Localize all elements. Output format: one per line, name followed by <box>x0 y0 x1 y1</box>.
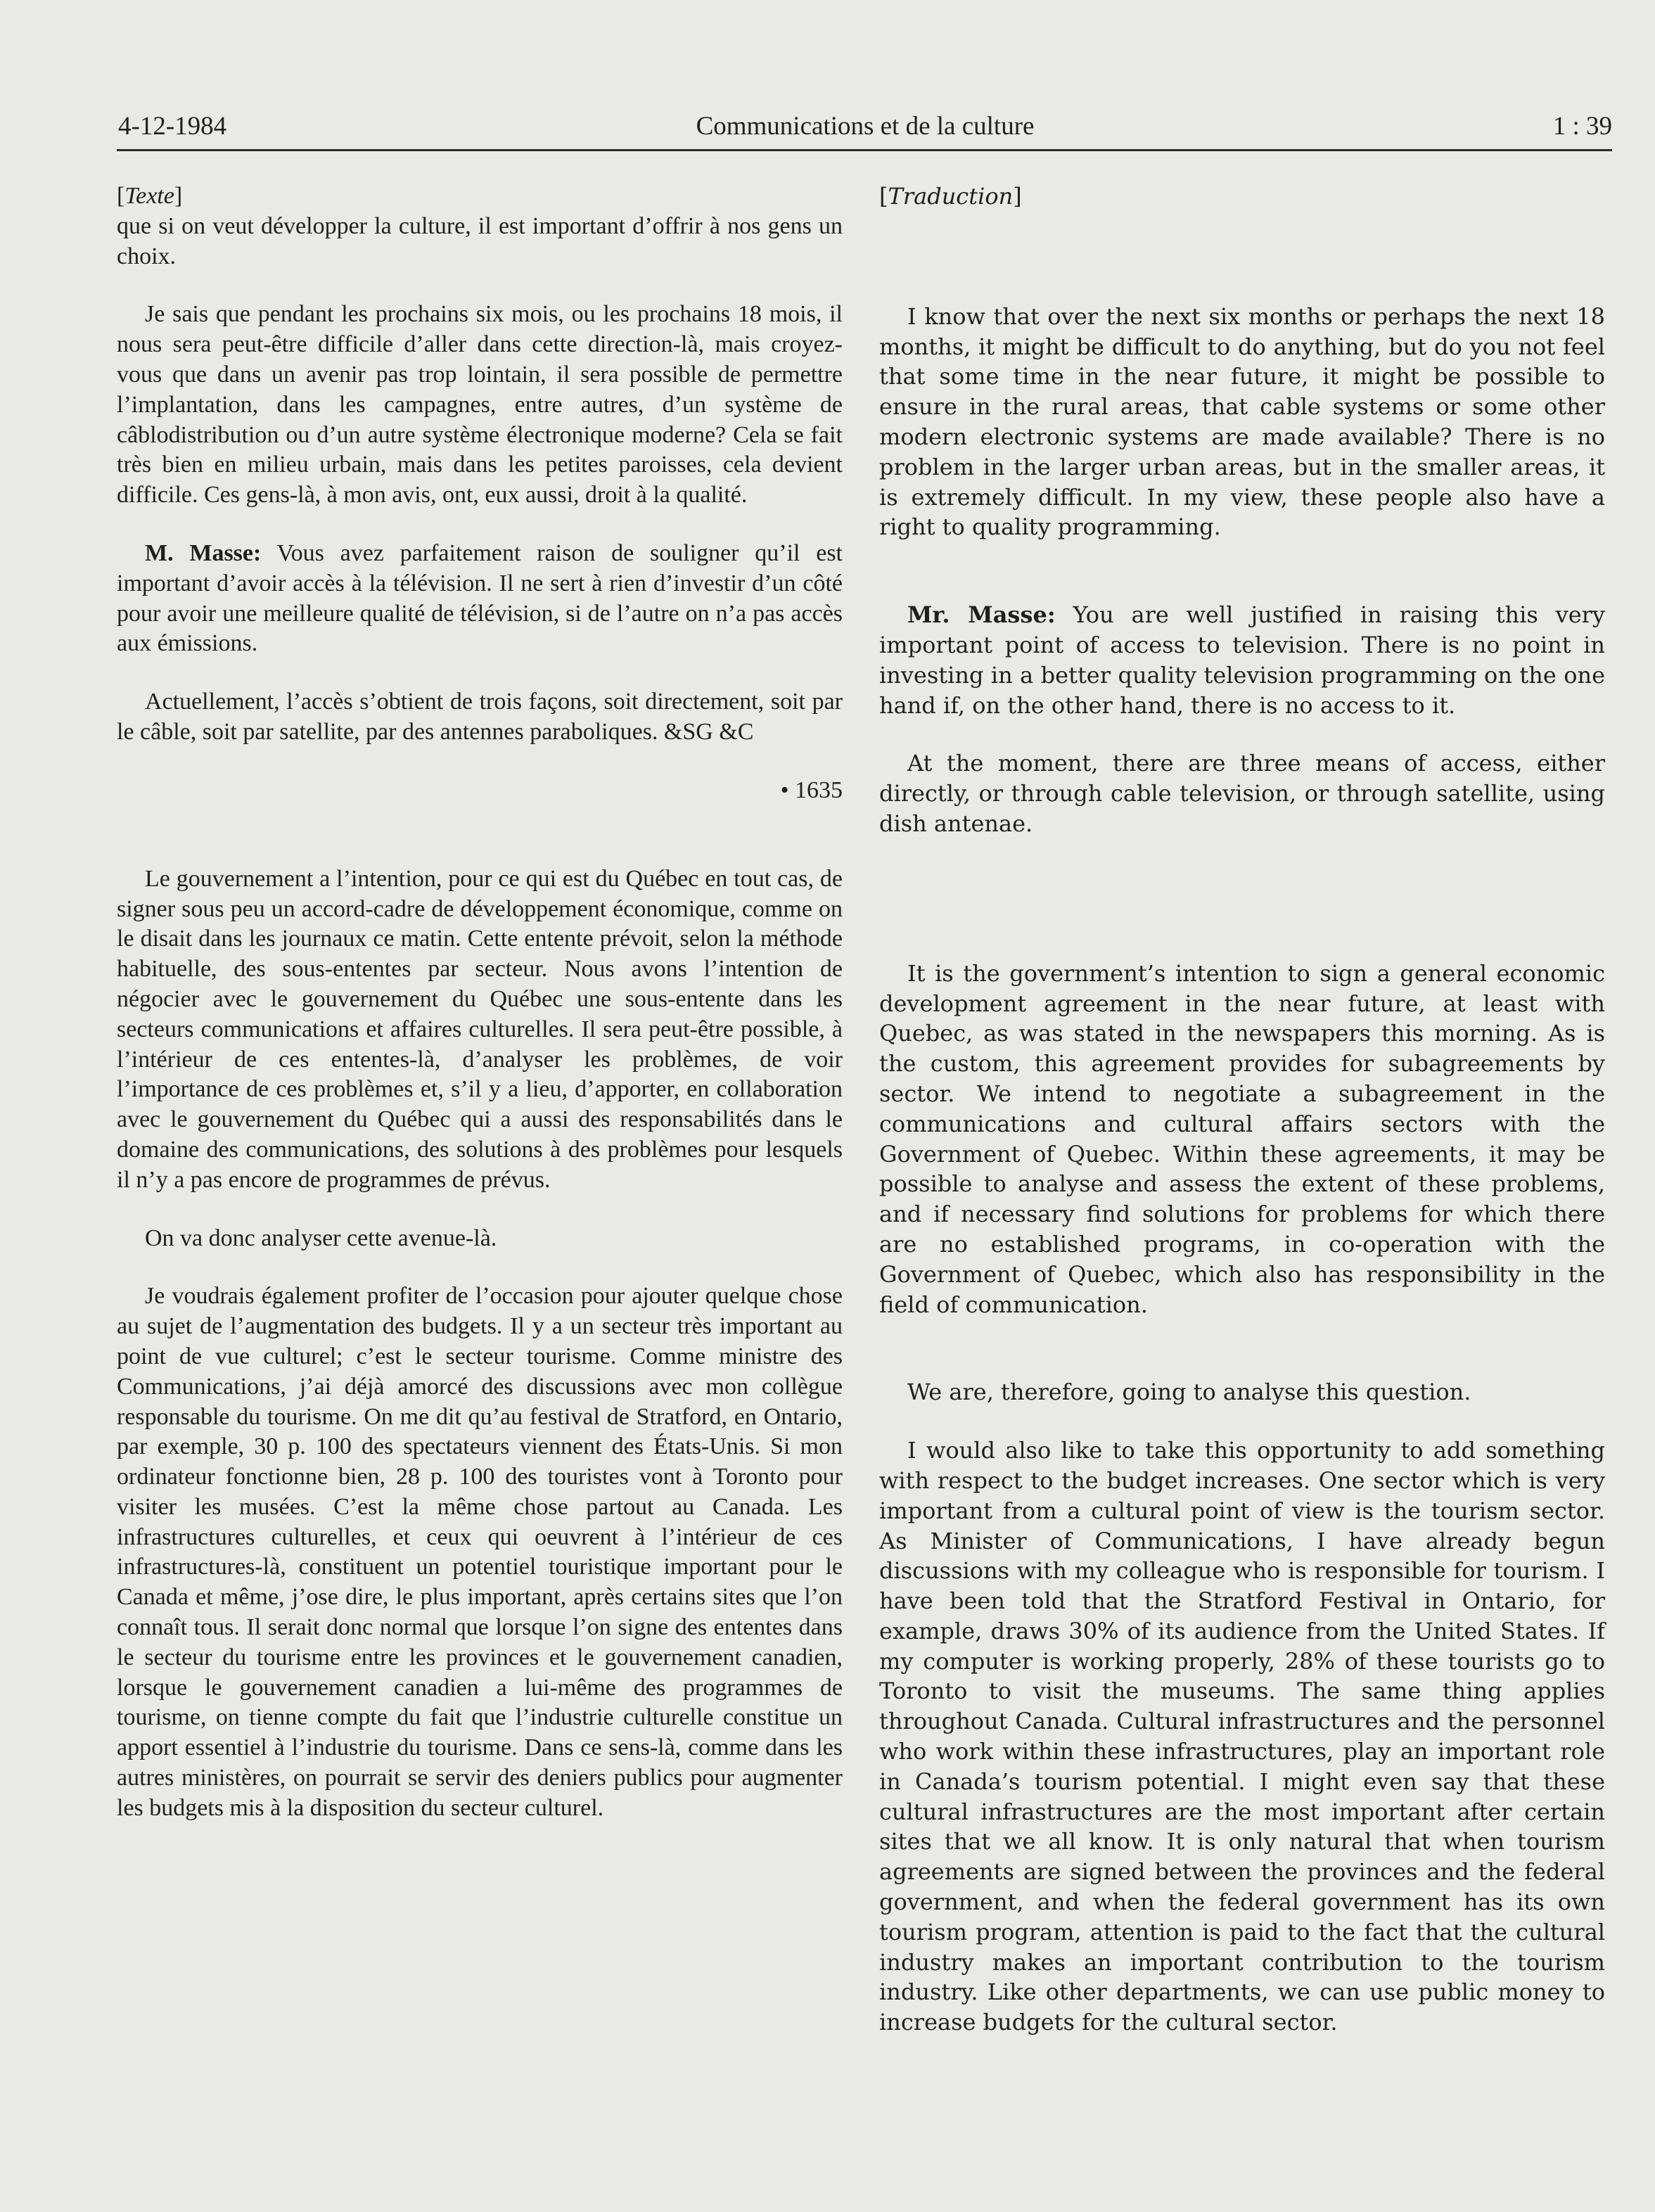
english-speaker-paragraph: Mr. Masse: You are well justified in raising this very important point of access to television. There is no point in investing in a better quality television programming on the one hand if, on the other hand, there is no access to it. <box>879 601 1606 719</box>
french-paragraph: Actuellement, l’accès s’obtient de trois façons, soit directement, soit par le câble, soit par satellite, par des antennes paraboliques. &SG &C <box>117 689 843 745</box>
speaker-name: M. Masse: <box>145 539 262 566</box>
english-paragraph: I would also like to take this opportunity to add something with respect to the budget increases. One sector which is very important from a cultural point of view is the tourism sector. As Minister of Communications, I have already begun discussions with my colleague who is responsible for tourism. I have been told that the Stratford Festival in Ontario, for example, draws 30% of its audience from the United States. If my computer is working properly, 28% of these tourists go to Toronto to visit the museums. The same thing applies throughout Canada. Cultural infrastructures and the personnel who work within these infrastructures, play an important role in Canada’s tourism potential. I might even say that these cultural infrastructures are the most important after certain sites that we all know. It is only natural that when tourism agreements are signed between the provinces and the federal government, and when the federal government has its own tourism program, attention is paid to the fact that the cultural industry makes an important contribution to the tourism industry. Like other departments, we can use public money to increase budgets for the cultural sector. <box>879 1437 1605 2036</box>
english-paragraph: It is the government’s intention to sign a general economic development agreement in the near future, at least with Quebec, as was stated in the newspapers this morning. As is the custom, this agreement provides for subagreements by sector. We intend to negotiate a subagreement in the communications and cultural affairs sectors with the Government of Quebec. Within these agreements, it may be possible to analyse and assess the extent of these problems, and if necessary find solutions for problems for which there are no established programs, in co-operation with the Government of Quebec, which also has responsibility in the field of communication. <box>879 959 1605 1318</box>
english-paragraph: At the moment, there are three means of access, either directly, or through cable television, or through satellite, using dish antenae. <box>879 750 1605 837</box>
page-header <box>118 111 1612 149</box>
english-paragraph: We are, therefore, going to analyse this question. <box>907 1379 1471 1406</box>
french-column <box>117 181 843 1824</box>
english-paragraph: I know that over the next six months or perhaps the next 18 months, it might be difficult to do anything, but do you not feel that some time in the near future, it might be possible to ensure in the rural areas, that cable systems or some other modern electronic systems are made available? There is no problem in the larger urban areas, but in the smaller areas, it is extremely difficult. In my view, these people also have a right to quality programming. <box>879 302 1605 541</box>
french-paragraph: Je sais que pendant les prochains six mois, ou les prochains 18 mois, il nous sera peut-être difficile d’aller dans cette direction-là, mais croyez-vous que dans un avenir pas trop lointain, il sera possible de permettre l’implantation, dans les campagnes, entre autres, d’un système de câblodistribution ou d’un autre système électronique moderne? Cela se fait très bien en milieu urbain, mais dans les petites paroisses, cela devient difficile. Ces gens-là, à mon avis, ont, eux aussi, droit à la qualité. <box>117 301 843 509</box>
french-section-tag: [Texte] <box>117 183 183 209</box>
french-paragraph: que si on veut développer la culture, il est important d’offrir à nos gens un choix. <box>117 212 843 269</box>
french-paragraph: On va donc analyser cette avenue-là. <box>145 1225 497 1251</box>
french-speaker-paragraph: M. Masse: Vous avez parfaitement raison de souligner qu’il est important d’avoir accès à la télévision. Il ne sert à rien d’investir d’un côté pour avoir une meilleure qualité de télévision, si de l’autre on n’a pas accès aux émissions. <box>117 539 843 657</box>
french-paragraph: Je voudrais également profiter de l’occasion pour ajouter quelque chose au sujet de l’augmentation des budgets. Il y a un secteur très important au point de vue culturel; c’est le secteur tourisme. Comme ministre des Communications, j’ai déjà amorcé des discussions avec mon collègue responsable du tourisme. On me dit qu’au festival de Stratford, en Ontario, par exemple, 30 p. 100 des spectateurs viennent des États-Unis. Si mon ordinateur fonctionne bien, 28 p. 100 des touristes vont à Toronto pour visiter les musées. C’est la même chose partout au Canada. Les infrastructures culturelles, et ceux qui oeuvrent à l’intérieur de ces infrastructures-là, constituent un potentiel touristique important pour le Canada et même, j’ose dire, le plus important, après certains sites que l’on connaît tous. Il serait donc normal que lorsque l’on signe des ententes dans le secteur du tourisme entre les provinces et le gouvernement canadien, lorsque le gouvernement canadien a lui-même des programmes de tourisme, on tienne compte du fait que l’industrie culturelle constitue un apport essentiel à l’industrie du tourisme. Dans ce sens-là, comme dans les autres ministères, on pourrait se servir des deniers publics pour augmenter les budgets mis à la disposition du secteur culturel. <box>117 1283 843 1821</box>
time-marker: • 1635 <box>780 776 843 803</box>
speaker-name: Mr. Masse: <box>907 601 1056 629</box>
english-column <box>879 181 1605 2038</box>
english-section-tag: [Traduction] <box>879 183 1022 210</box>
header-title: Communications et de la culture <box>696 112 1035 141</box>
header-rule <box>117 149 1612 151</box>
french-paragraph: Le gouvernement a l’intention, pour ce qui est du Québec en tout cas, de signer sous peu un accord-cadre de développement économique, comme on le disait dans les journaux ce matin. Cette entente prévoit, selon la méthode habituelle, des sous-ententes par secteur. Nous avons l’intention de négocier avec le gouvernement du Québec une sous-entente dans les secteurs communications et affaires culturelles. Il sera peut-être possible, à l’intérieur de ces ententes-là, d’analyser les problèmes, de voir l’importance de ces problèmes et, s’il y a lieu, d’apporter, en collaboration avec le gouvernement du Québec qui a aussi des responsabilités dans le domaine des communications, des solutions à des problèmes pour lesquels il n’y a pas encore de programmes de prévus. <box>117 865 843 1193</box>
header-page-number: 1 : 39 <box>1552 112 1612 141</box>
header-date: 4-12-1984 <box>118 112 227 141</box>
